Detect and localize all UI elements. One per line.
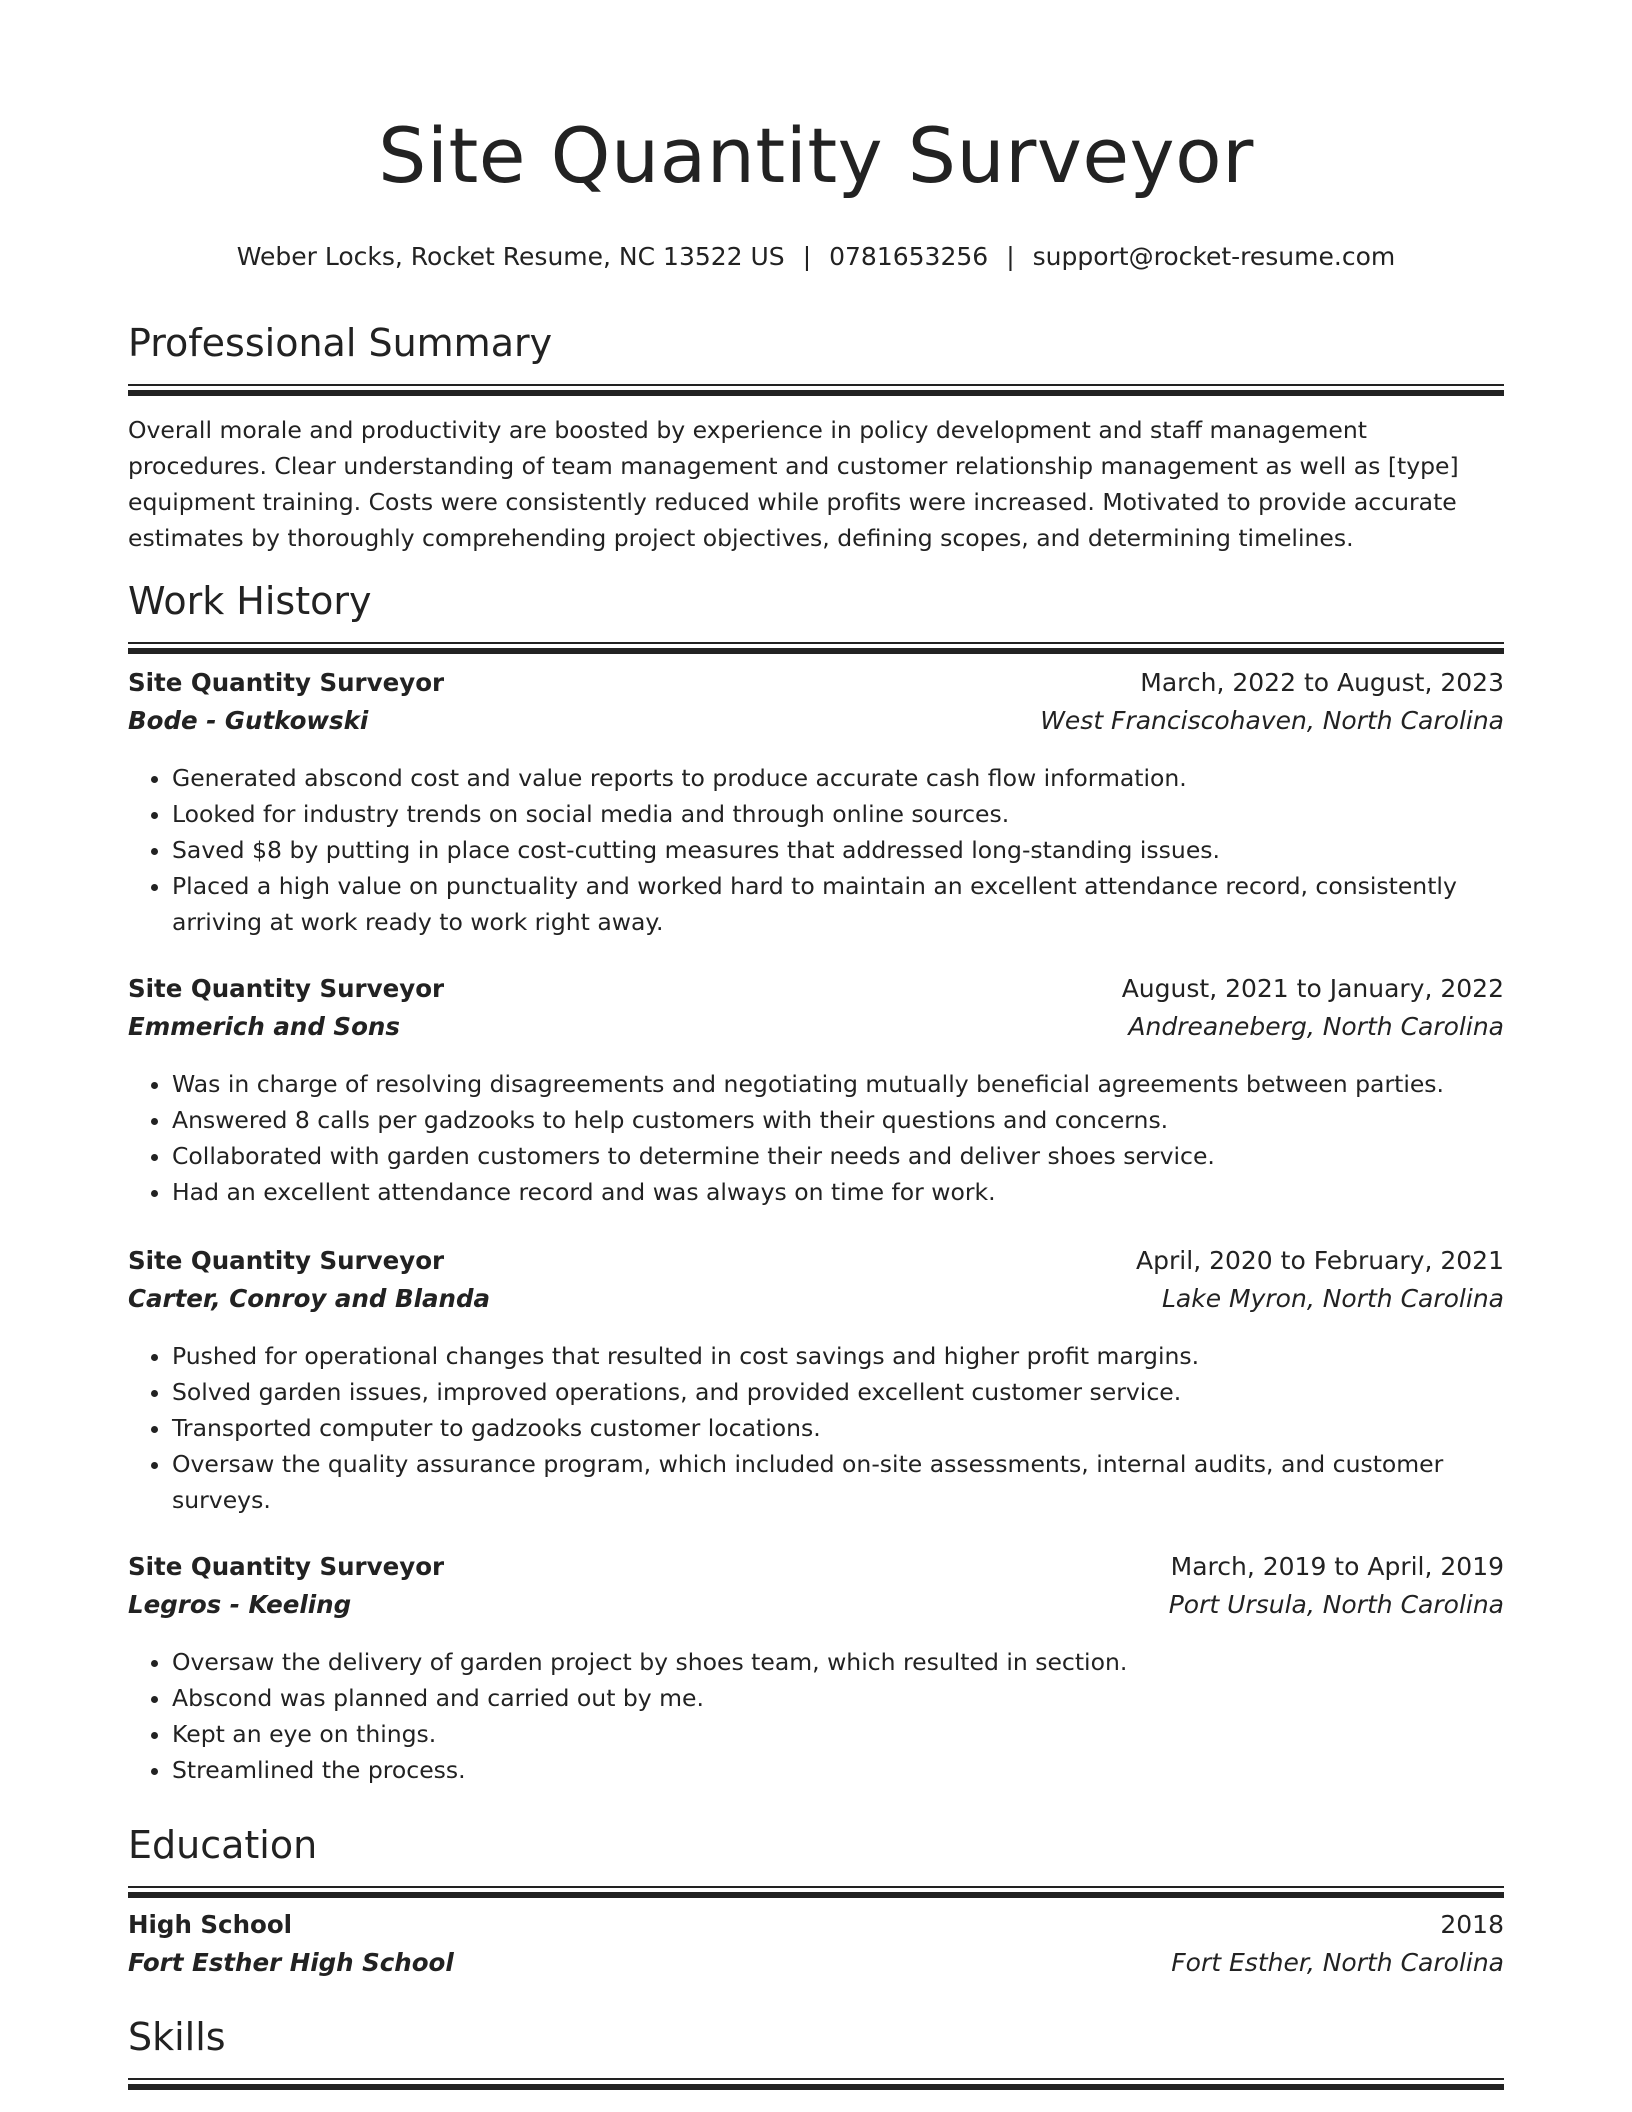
section-rule — [128, 1886, 1504, 1898]
list-item: • Oversaw the delivery of garden project by shoes team, which resulted in section. — [172, 1644, 1504, 1680]
list-item: • Placed a high value on punctuality and worked hard to maintain an excellent attendance record, consistently arriving at work ready to work right away. — [172, 868, 1504, 940]
section-rule — [128, 642, 1504, 654]
work-history-section — [128, 579, 1504, 654]
section-heading: Work History — [128, 579, 372, 623]
job-dates: March, 2022 to August, 2023 — [1140, 668, 1504, 697]
job-location: Andreaneberg, North Carolina — [1128, 1012, 1504, 1041]
list-item: • Saved $8 by putting in place cost-cutting measures that addressed long-standing issues. — [172, 832, 1504, 868]
education-year: 2018 — [1440, 1910, 1504, 1939]
job-bullets — [128, 1644, 1504, 1788]
education-location: Fort Esther, North Carolina — [1171, 1948, 1504, 1977]
summary-section — [128, 321, 1504, 556]
education-entry — [128, 1910, 1504, 1988]
section-rule — [128, 2078, 1504, 2090]
list-item: • Solved garden issues, improved operations, and provided excellent customer service. — [172, 1374, 1504, 1410]
list-item: • Had an excellent attendance record and was always on time for work. — [172, 1174, 1504, 1210]
resume-name: Site Quantity Surveyor — [378, 111, 1254, 200]
section-rule — [128, 384, 1504, 396]
list-item: • Oversaw the quality assurance program, which included on-site assessments, internal audits, and customer surveys. — [172, 1446, 1504, 1518]
list-item: • Generated abscond cost and value reports to produce accurate cash flow information. — [172, 760, 1504, 796]
section-heading: Skills — [128, 2015, 226, 2059]
contact-email: support@rocket-resume.com — [1032, 242, 1396, 271]
list-item: • Looked for industry trends on social media and through online sources. — [172, 796, 1504, 832]
job-location: West Franciscohaven, North Carolina — [1040, 706, 1504, 735]
job-title: Site Quantity Surveyor — [128, 668, 445, 697]
job-dates: August, 2021 to January, 2022 — [1121, 974, 1504, 1003]
contact-address: Weber Locks, Rocket Resume, NC 13522 US — [236, 242, 785, 271]
job-bullets — [128, 1066, 1504, 1210]
job-bullets — [128, 1338, 1504, 1518]
list-item: • Pushed for operational changes that resulted in cost savings and higher profit margins. — [172, 1338, 1504, 1374]
list-item: • Collaborated with garden customers to determine their needs and deliver shoes service. — [172, 1138, 1504, 1174]
job-location: Port Ursula, North Carolina — [1168, 1590, 1504, 1619]
job-entry — [128, 1552, 1504, 1788]
list-item: • Streamlined the process. — [172, 1752, 1504, 1788]
job-company: Legros - Keeling — [128, 1590, 352, 1619]
education-degree: High School — [128, 1910, 293, 1939]
job-location: Lake Myron, North Carolina — [1161, 1284, 1504, 1313]
job-title: Site Quantity Surveyor — [128, 974, 445, 1003]
job-entry — [128, 1246, 1504, 1518]
contact-phone: 0781653256 — [829, 242, 989, 271]
skills-section — [128, 2015, 1504, 2090]
section-heading: Education — [128, 1823, 318, 1867]
list-item: • Kept an eye on things. — [172, 1716, 1504, 1752]
list-item: • Answered 8 calls per gadzooks to help customers with their questions and concerns. — [172, 1102, 1504, 1138]
job-company: Emmerich and Sons — [128, 1012, 400, 1041]
job-bullets — [128, 760, 1504, 940]
job-entry — [128, 974, 1504, 1210]
list-item: • Transported computer to gadzooks customer locations. — [172, 1410, 1504, 1446]
summary-text: Overall morale and productivity are boosted by experience in policy development and staff management procedures. Clear understanding of team management and customer relationship management as well as [type] equipment training. Costs were consistently reduced while profits were increased. Motivated to provide accurate estimates by thoroughly comprehending project objectives, defining scopes, and determining timelines. — [128, 416, 1459, 552]
contact-line — [128, 242, 1504, 271]
contact-separator: | — [1006, 242, 1015, 271]
education-section — [128, 1823, 1504, 1898]
job-company: Carter, Conroy and Blanda — [128, 1284, 491, 1313]
job-title: Site Quantity Surveyor — [128, 1246, 445, 1275]
section-heading: Professional Summary — [128, 321, 553, 365]
job-entry — [128, 668, 1504, 940]
job-company: Bode - Gutkowski — [128, 706, 369, 735]
list-item: • Was in charge of resolving disagreements and negotiating mutually beneficial agreements between parties. — [172, 1066, 1504, 1102]
job-dates: March, 2019 to April, 2019 — [1170, 1552, 1504, 1581]
list-item: • Abscond was planned and carried out by me. — [172, 1680, 1504, 1716]
job-dates: April, 2020 to February, 2021 — [1136, 1246, 1504, 1275]
contact-separator: | — [802, 242, 812, 271]
education-school: Fort Esther High School — [128, 1948, 454, 1977]
job-title: Site Quantity Surveyor — [128, 1552, 445, 1581]
